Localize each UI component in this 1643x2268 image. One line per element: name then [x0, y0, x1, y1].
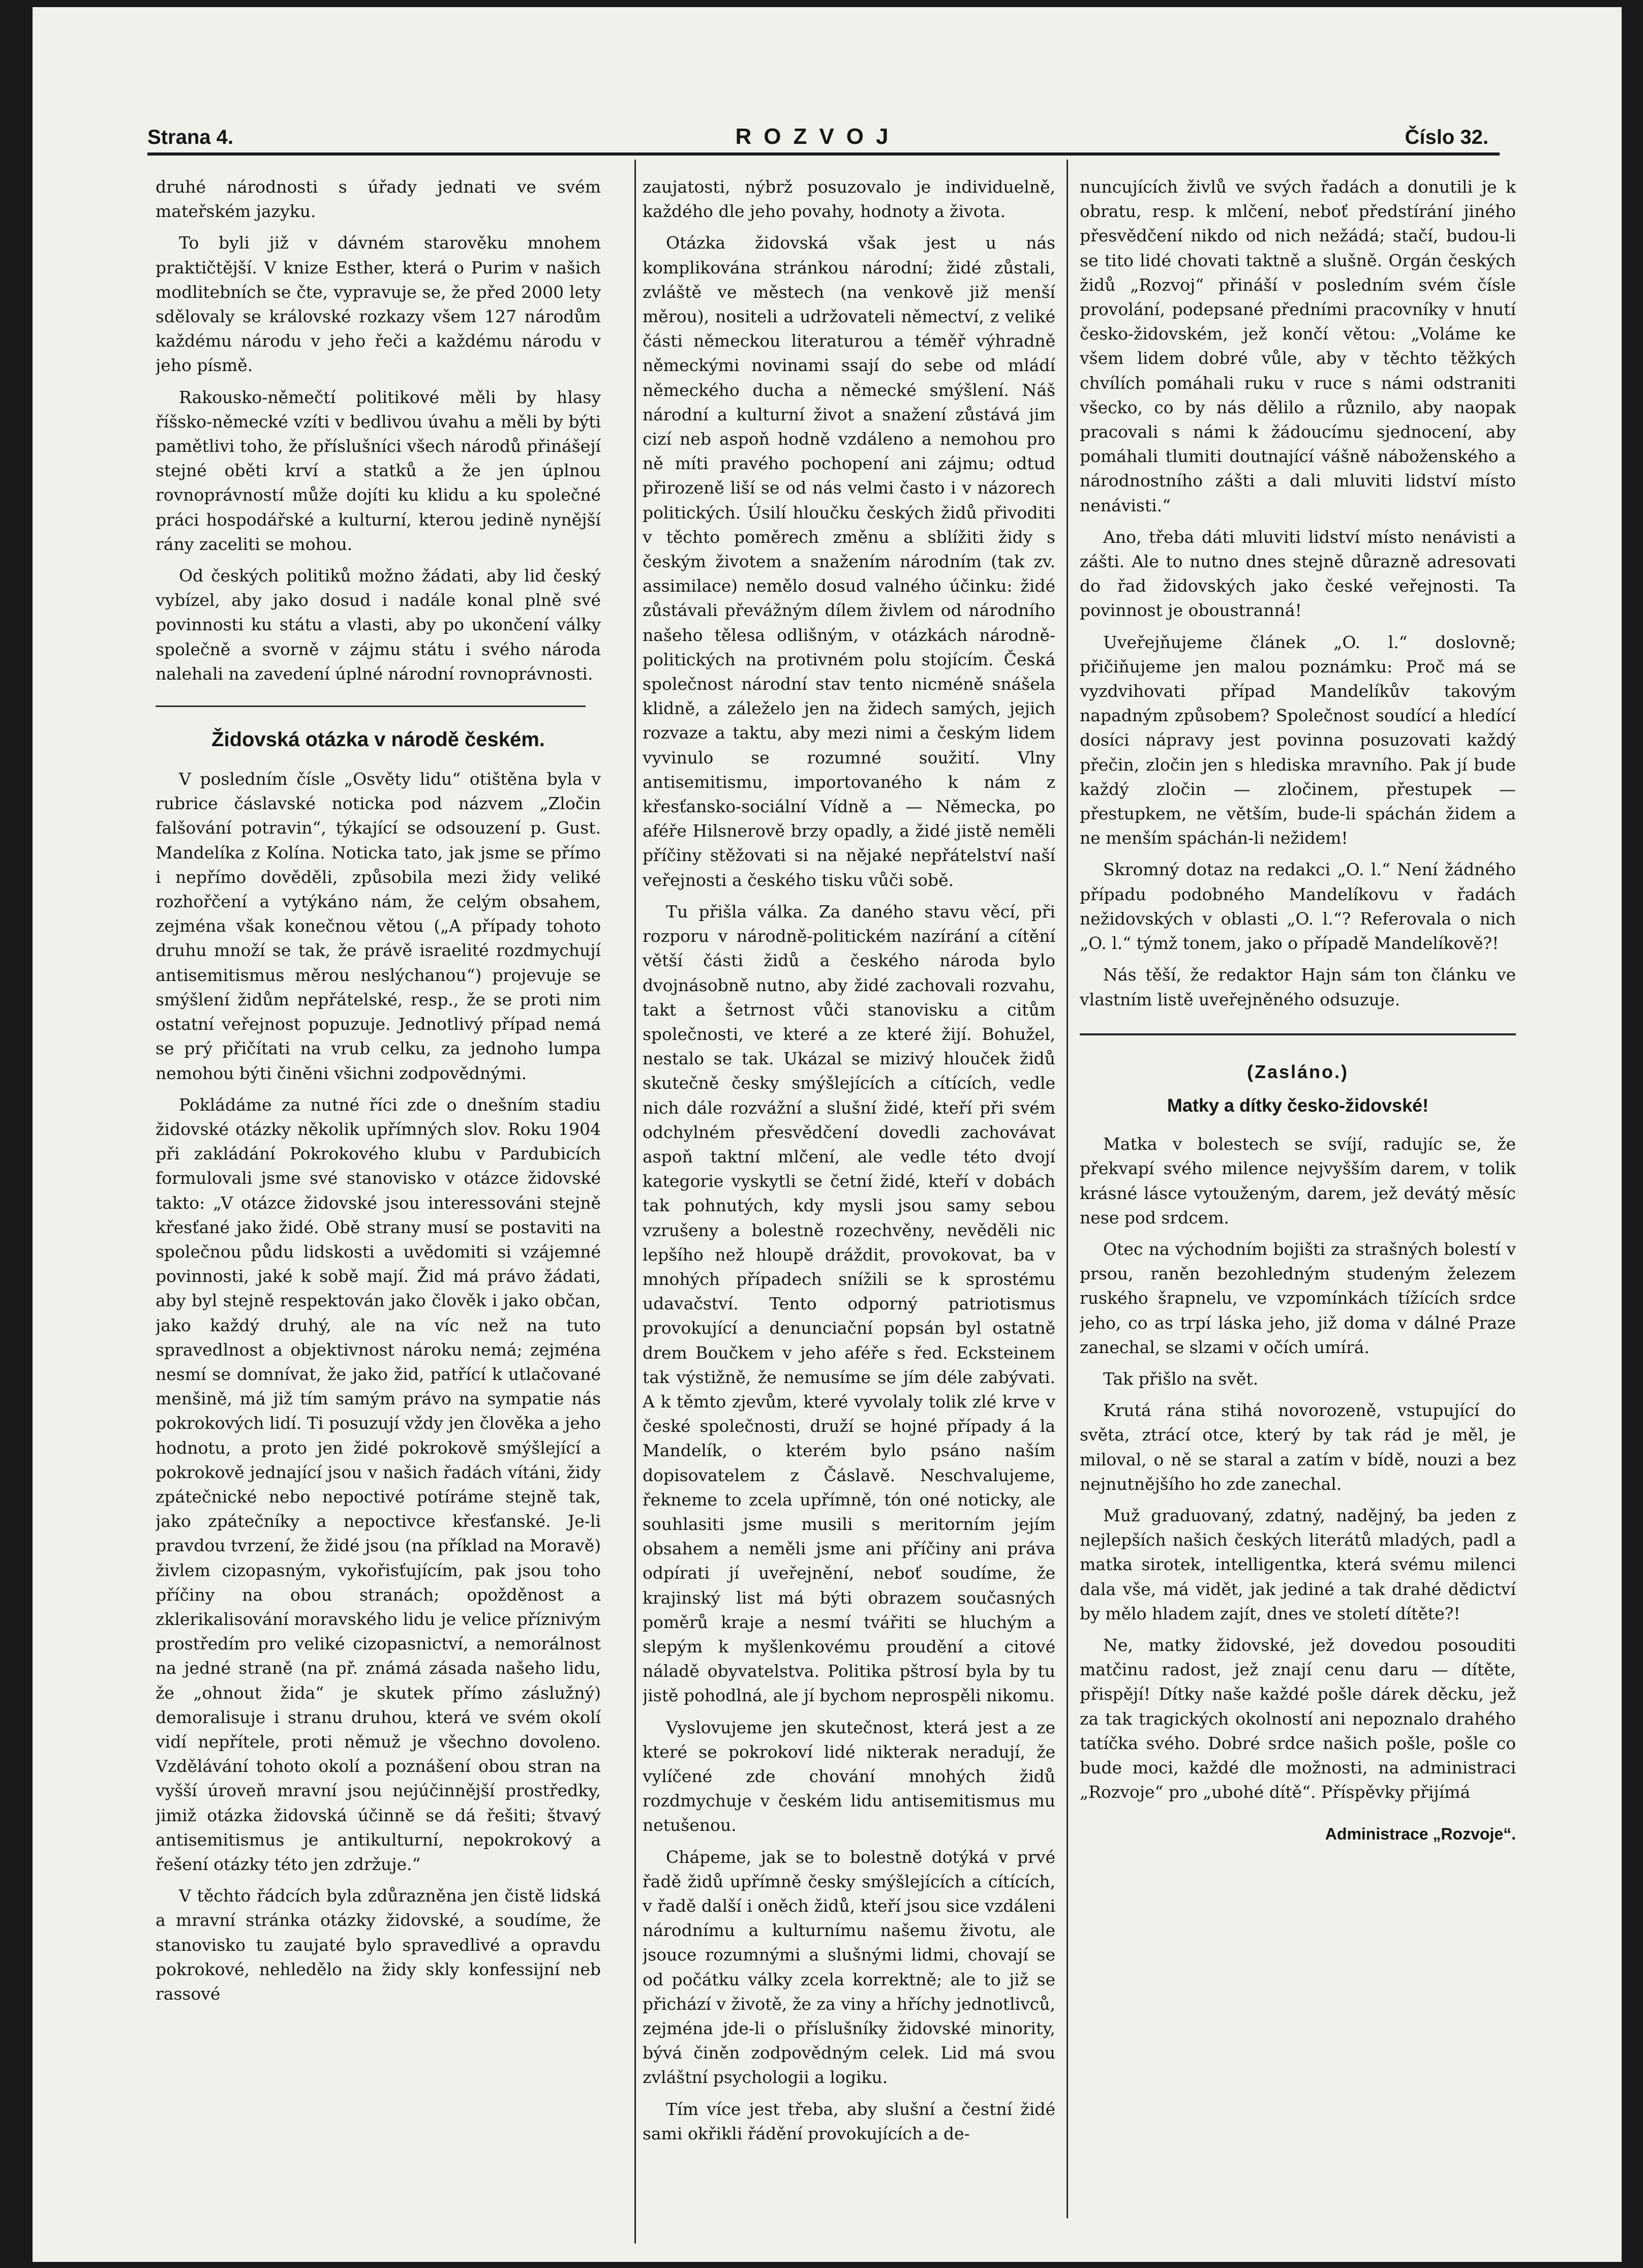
paragraph: Tu přišla válka. Za daného stavu věcí, při rozporu v národně-politickém nazírání a cítění větší části židů a českého národa bylo dvojnásobně nutno, aby židé zachovali rozvahu, takt a šetrnost vůči stanovisku a citům společnosti, ve které a ze které žijí. Bohužel, nestalo se tak. Ukázal se mizivý hlouček židů skutečně česky smýšlejících a cítících, vedle nich dále rozvážní a slušní židé, kteří při svém odchylném přesvědčení dovedli zachovávat aspoň taktní mlčení, ale vedle této dvojí kategorie vyskytli se četní židé, kteří v dobách tak pohnutých, kdy mysli jsou samy sebou vzrušeny a bolestně rozechvěny, nevěděli nic lepšího než hloupě dráždit, provokovat, ba v mnohých případech snížili se k sprostému udavačství. Tento odporný patriotismus provokující a denunciační popsán byl ostatně drem Boučkem v jeho aféře s řed. Ecksteinem tak výstižně, že nemusíme se jím déle zabývati. A k těmto zjevům, které vyvolaly tolik zlé krve v české společnosti, druží se hojné případy á la Mandelík, o kterém bylo psáno naším dopisovatelem z Čáslavě. Neschvalujeme, řekneme to zcela upřímně, tón oné noticky, ale souhlasiti jsme musili s meritorním jejím obsahem a neměli jsme ani příčiny ani práva odpírati jí uveřejnění, neboť soudíme, že krajinský list má býti obrazem současných poměrů kraje a nesmí tvářiti se hluchým a slepým k myšlenkovému proudění a citové náladě obyvatelstva. Politika pštrosí byla by tu jistě pohodlná, ale jí bychom neprospěli nikomu. [643, 901, 1055, 1706]
header-rule [147, 152, 1500, 156]
paragraph: Ano, třeba dáti mluviti lidství místo nenávisti a zášti. Ale to nutno dnes stejně důrazně adresovati do řad židovských jako české veřejnosti. Ta povinnost je oboustranná! [1080, 527, 1516, 621]
column-3 [1080, 175, 1516, 2239]
paragraph: Otec na východním bojišti za strašných bolestí v prsou, raněn bezohledným studeným železem ruského šrapnelu, ve vzpomínkách tížících srdce jeho, co as trpí láska jeho, již doma v dálné Praze zanechal, se slzami v očích umírá. [1080, 1239, 1516, 1357]
newspaper-page [33, 7, 1622, 2262]
column-rule [634, 160, 636, 2244]
paragraph: druhé národnosti s úřady jednati ve svém mateřském jazyku. [156, 177, 601, 222]
column-2 [643, 175, 1055, 2254]
issue-number: Číslo 32. [1405, 126, 1488, 148]
paragraph: Pokládáme za nutné říci zde o dnešním stadiu židovské otázky několik upřímných slov. Roku 1904 při zakládání Pokrokového klubu v Pardubicích formulovali jsme své stanovisko v otázce židovské takto: „V otázce židovské jsou interessováni stejně křesťané jako židé. Obě strany musí se postaviti na společnou půdu lidskosti a uvědomiti si vzájemné povinnosti, jaké k sobě mají. Žid má právo žádati, aby byl stejně respektován jako člověk i jako občan, jako každý druhý, ale na víc než na tuto spravedlnost a objektivnost nároku nemá; zejména nesmí se domnívat, že jako žid, patřící k utlačované menšině, má již tím samým právo na sympatie nás pokrokových lidí. Ti posuzují vždy jen člověka a jeho hodnotu, a proto jen židé pokrokově smýšlející a pokrokově jednající jsou v našich řadách vítáni, židy zpátečnické nebo nepoctivé potíráme stejně tak, jako zpátečníky a nepoctivce křesťanské. Je-li pravdou tvrzení, že židé jsou (na příklad na Moravě) živlem cizopasným, vykořisťujícím, pak jsou toho příčiny na obou stranách; opožděnost a zklerikalisování moravského lidu je velice příznivým prostředím pro veliké cizopasnictví, a nemorálnost na jedné straně (na př. známá zásada našeho lidu, že „ohnout žida“ je skutek přímo záslužný) demoralisuje i stranu druhou, která ve svém okolí vidí nepřítele, proti němuž je všechno dovoleno. Vzdělávání tohoto okolí a poznášení obou stran na vyšší úroveň mravní jsou nejúčinnější prostředky, jimiž otázka židovská účinně se dá řešiti; štvavý antisemitismus je antikulturní, nepokrokový a řešení otázky této jen zdržuje.“ [156, 1094, 601, 1874]
page-number: Strana 4. [147, 126, 233, 148]
paragraph: To byli již v dávném starověku mnohem praktičtější. V knize Esther, která o Purim v našich modlitebních se čte, vypravuje se, že před 2000 lety sdělovaly se královské rozkazy všem 127 národům každému národu v jeho řeči a každému národu v jeho písmě. [156, 233, 601, 376]
article-headline: Matky a dítky česko-židovské! [1167, 1094, 1429, 1116]
paragraph: Muž graduovaný, zdatný, nadějný, ba jeden z nejlepších našich českých literátů mladých, padl a matka sirotek, intelligentka, která svému milenci dala vše, má vidět, jak jediné a tak drahé dědictví by mělo hladem zajít, dnes ve století dítěte?! [1080, 1505, 1516, 1623]
paragraph: Od českých politiků možno žádati, aby lid český vybízel, aby jako dosud i nadále konal plně své povinnosti ku státu a vlasti, aby po ukončení války společně a svorně v zájmu státu i svého národa nalehali na zavedení úplné národní rovnoprávnosti. [156, 566, 601, 684]
paragraph: Matka v bolestech se svíjí, radujíc se, že překvapí svého milence nejvyšším darem, v tolik krásné lásce vytouženým, darem, jež devátý měsíc nese pod srdcem. [1080, 1134, 1516, 1228]
column-1 [156, 175, 601, 2249]
article-separator [1080, 1033, 1516, 1035]
page-header [147, 117, 1488, 152]
paragraph: zaujatosti, nýbrž posuzovalo je individuelně, každého dle jeho povahy, hodnoty a života. [643, 177, 1055, 222]
paragraph: Tím více jest třeba, aby slušní a čestní židé sami okřikli řádění provokujících a de- [643, 2099, 1055, 2143]
paragraph: Chápeme, jak se to bolestně dotýká v prvé řadě židů upřímně česky smýšlejících a cítících, v řadě další i oněch židů, kteří jsou sice vzdáleni národnímu a kulturnímu našemu životu, ale jsouce rozumnými a slušnými lidmi, chovají se od počátku války zcela korrektně; ale to již se přichází v životě, že za viny a hříchy jednotlivců, zejména jde-li o příslušníky židovské minority, bývá činěn zodpovědným celek. Lid má svou zvláštní psychologii a logiku. [643, 1847, 1055, 2088]
section-label: (Zasláno.) [1246, 1061, 1349, 1082]
paragraph: Nás těší, že redaktor Hajn sám ton článku ve vlastním listě uveřejněného odsuzuje. [1080, 965, 1516, 1009]
paragraph: Tak přišlo na svět. [1103, 1368, 1259, 1389]
article-separator [156, 706, 586, 707]
paragraph: V posledním čísle „Osvěty lidu“ otištěna byla v rubrice čáslavské noticka pod názvem „Zločin falšování potravin“, týkající se odsouzení p. Gust. Mandelíka z Kolína. Noticka tato, jak jsme se přímo i nepřímo dověděli, způsobila mezi židy veliké rozhořčení a vytýkáno nám, že celým obsahem, zejména však konečnou větou („A případy tohoto druhu množí se tak, že právě israelité rozdmychují antisemitismus měrou neslýchanou“) projevuje se smýšlení židům nepřátelské, resp., že se proti nim ostatní veřejnost popuzuje. Jednotlivý případ nemá se prý přičítati na vrub celku, za jednoho lumpa nemohou býti činěni všichni zodpovědnými. [156, 769, 601, 1083]
paragraph: Skromný dotaz na redakci „O. l.“ Není žádného případu podobného Mandelíkovu v řadách nežidovských v oblasti „O. l.“? Referovala o nich „O. l.“ týmž tonem, jako o případě Mandelíkově?! [1080, 860, 1516, 954]
article-headline: Židovská otázka v národě českém. [211, 728, 545, 751]
signature: Administrace „Rozvoje“. [1325, 1825, 1516, 1844]
paragraph: Uveřejňujeme článek „O. l.“ doslovně; přičiňujeme jen malou poznámku: Proč má se vyzdvihovati případ Mandelíkův takovým napadným způsobem? Společnost soudící a hledící dosíci nápravy jest povinna posuzovati každý přečin, zločin jen s hlediska mravního. Pak jí bude každý zločin — zločinem, přestupek — přestupkem, ne větším, bude-li spáchán židem a ne menším spáchán-li nežidem! [1080, 632, 1516, 848]
paragraph: Otázka židovská však jest u nás komplikována stránkou národní; židé zůstali, zvláště ve městech (na venkově již menší měrou), nositeli a udržovateli němectví, z veliké části německou literaturou a téměř výhradně německými novinami ssají do sebe od mládí německého ducha a německé smýšlení. Náš národní a kulturní život a snažení zůstává jim cizí neb aspoň hodně vzdáleno a nemohou pro ně míti pravého pochopení ani zájmu; odtud přirozeně liší se od nás velmi často i v názorech politických. Úsilí hloučku českých židů přivoditi v těchto poměrech změnu a sblížiti židy s českým životem a snažením národním (tak zv. assimilace) nemělo dosud valného účinku: židé zůstávali převážným dílem živlem od národního našeho tělesa odlišným, v otázkách národně-politických na protivném polu stojícím. Česká společnost národní stav tento nicméně snášela klidně, a záleželo jen na židech samých, jejich rozvaze a taktu, aby mezi nimi a českým lidem vyvinulo se rozumné soužití. Vlny antisemitismu, importovaného k nám z křesťansko-sociální Vídně a — Německa, po aféře Hilsnerově brzy opadly, a židé jistě neměli příčiny stěžovati si na nějaké nepřátelství naší veřejnosti a českého tisku vůči sobě. [643, 233, 1055, 890]
paragraph: Ne, matky židovské, jež dovedou posouditi matčinu radost, jež znají cenu daru — dítěte, přispějí! Dítky naše každé pošle dárek děcku, jež za tak tragických okolností ani nepoznalo drahého tatíčka svého. Dobré srdce našich pošle, pošle co bude moci, každé dle možnosti, na administraci „Rozvoje“ pro „ubohé dítě“. Příspěvky přijímá [1080, 1635, 1516, 1802]
paragraph: Rakousko-němečtí politikové měli by hlasy říšsko-německé vzíti v bedlivou úvahu a měli by býti pamětlivi toho, že příslušníci všech národů přinášejí stejné oběti krví a statků a že jen úplnou rovnoprávností může dojíti ku klidu a ku společné práci hospodářské a kulturní, kterou jedině nynější rány zaceliti se mohou. [156, 387, 601, 554]
paragraph: V těchto řádcích byla zdůrazněna jen čistě lidská a mravní stránka otázky židovské, a soudíme, že stanovisko tu zaujaté bylo spravedlivé a opravdu pokrokové, nehledělo na židy skly konfessijní neb rassové [156, 1886, 601, 2004]
column-rule [1067, 160, 1068, 2218]
newspaper-title: ROZVOJ [735, 124, 901, 149]
paragraph: Vyslovujeme jen skutečnost, která jest a ze které se pokrokoví lidé nikterak neradují, že vylíčené zde chování mnohých židů rozdmychuje v českém lidu antisemitismus mu netušenou. [643, 1717, 1055, 1835]
paragraph: nuncujících živlů ve svých řadách a donutili je k obratu, resp. k mlčení, neboť předstírání jiného přesvědčení nikdo od nich nežádá; stačí, budou-li se tito lidé chovati taktně a slušně. Orgán českých židů „Rozvoj“ přináší v posledním svém čísle provolání, podepsané předními pracovníky v hnutí česko-židovském, jež končí větou: „Voláme ke všem lidem dobré vůle, aby v těchto těžkých chvílích pomáhali ruku v ruce s námi odstraniti všecko, co by nás dělilo a různilo, aby naopak pracovali s námi k žádoucímu sjednocení, aby pomáhali tlumiti doutnající vášně náboženského a národnostního zášti a dali mluviti lidství místo nenávisti.“ [1080, 177, 1516, 515]
paragraph: Krutá rána stihá novorozeně, vstupující do světa, ztrácí otce, který by tak rád je měl, je miloval, o ně se staral a zatím v bídě, nouzi a bez nejnutnějšího ho zde zanechal. [1080, 1400, 1516, 1494]
